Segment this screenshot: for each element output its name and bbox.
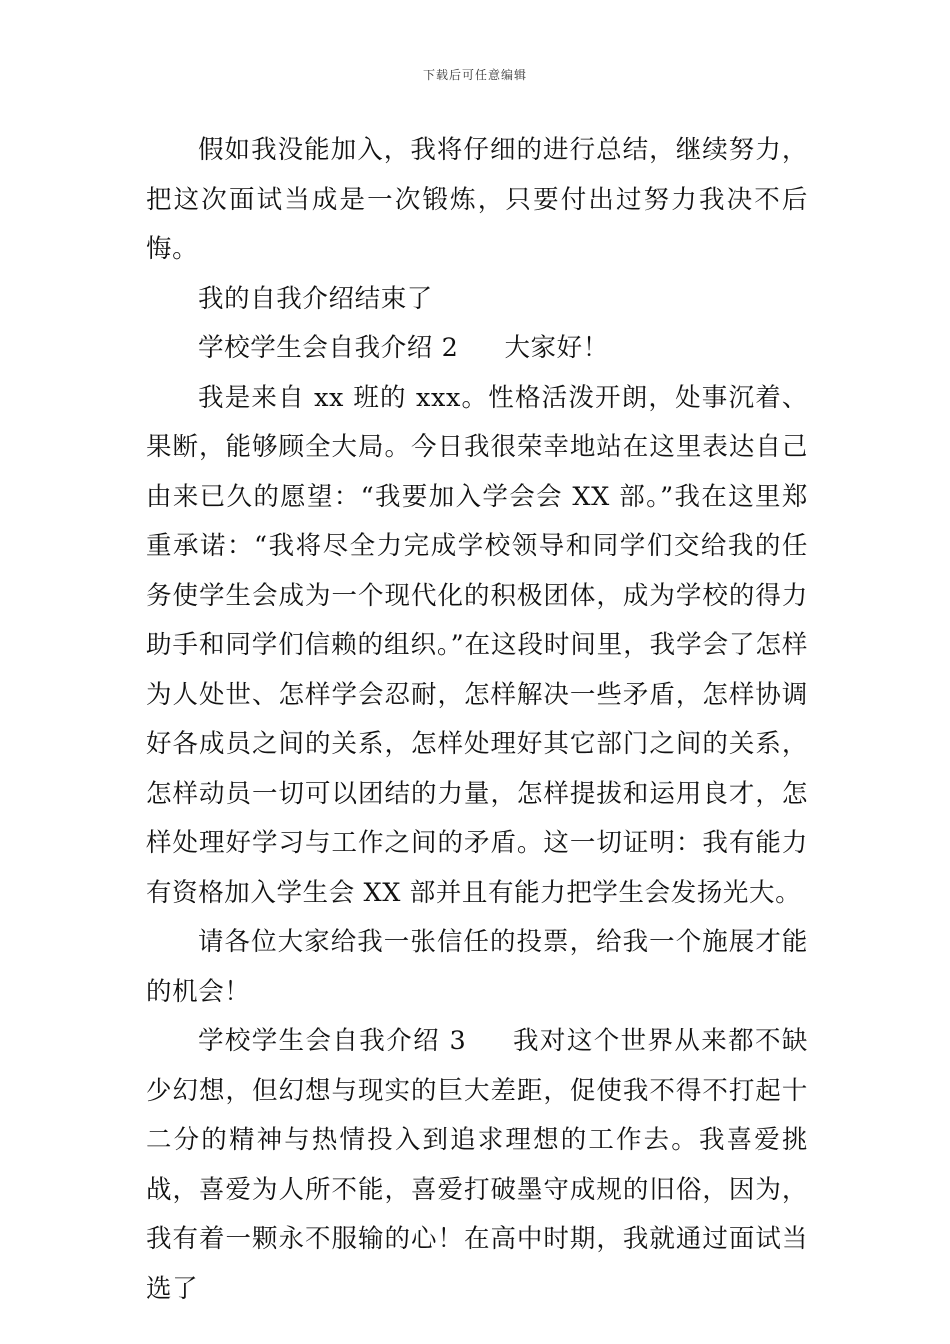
paragraph-introduction-2: 我是来自 xx 班的 xxx。性格活泼开朗，处事沉着、果断，能够顾全大局。今日我很荣幸地站在这里表达自己由来已久的愿望：“我要加入学会会 XX 部。”我在这里郑重承诺：“我将尽全力完成学校领导和同学们交给我的任务使学生会成为一个现代化的积极团体，成为学校的得力助手和同学们信赖的组织。”在这段时间里，我学会了怎样为人处世、怎样学会忍耐，怎样解决一些矛盾，怎样协调好各成员之间的关系，怎样处理好其它部门之间的关系，怎样动员一切可以团结的力量，怎样提拔和运用良才，怎样处理好学习与工作之间的矛盾。这一切证明：我有能力有资格加入学生会 XX 部并且有能力把学生会发扬光大。 xyxy=(146,382,808,908)
paragraph-conclusion: 假如我没能加入，我将仔细的进行总结，继续努力，把这次面试当成是一次锻炼，只要付出过努力我决不后悔。 xyxy=(146,135,808,264)
paragraph-ending: 我的自我介绍结束了 xyxy=(198,283,433,314)
section-heading-2 xyxy=(146,324,808,374)
section-title-3: 学校学生会自我介绍 3 xyxy=(198,1026,467,1056)
introduction-3-text: 我对这个世界从来都不缺少幻想，但幻想与现实的巨大差距，促使我不得不打起十二分的精神与热情投入到追求理想的工作去。我喜爱挑战，喜爱为人所不能，喜爱打破墨守成规的旧俗，因为，我有着一颗永不服输的心！在高中时期，我就通过面试当选了 xyxy=(146,1026,808,1304)
section-title-2: 学校学生会自我介绍 2 xyxy=(198,333,459,363)
paragraph-vote-request: 请各位大家给我一张信任的投票，给我一个施展才能的机会！ xyxy=(146,927,808,1007)
greeting-text: 大家好！ xyxy=(504,333,609,363)
page-header: 下载后可任意编辑 xyxy=(422,68,527,82)
document-body xyxy=(146,126,808,1314)
section-heading-3 xyxy=(146,1017,808,1314)
